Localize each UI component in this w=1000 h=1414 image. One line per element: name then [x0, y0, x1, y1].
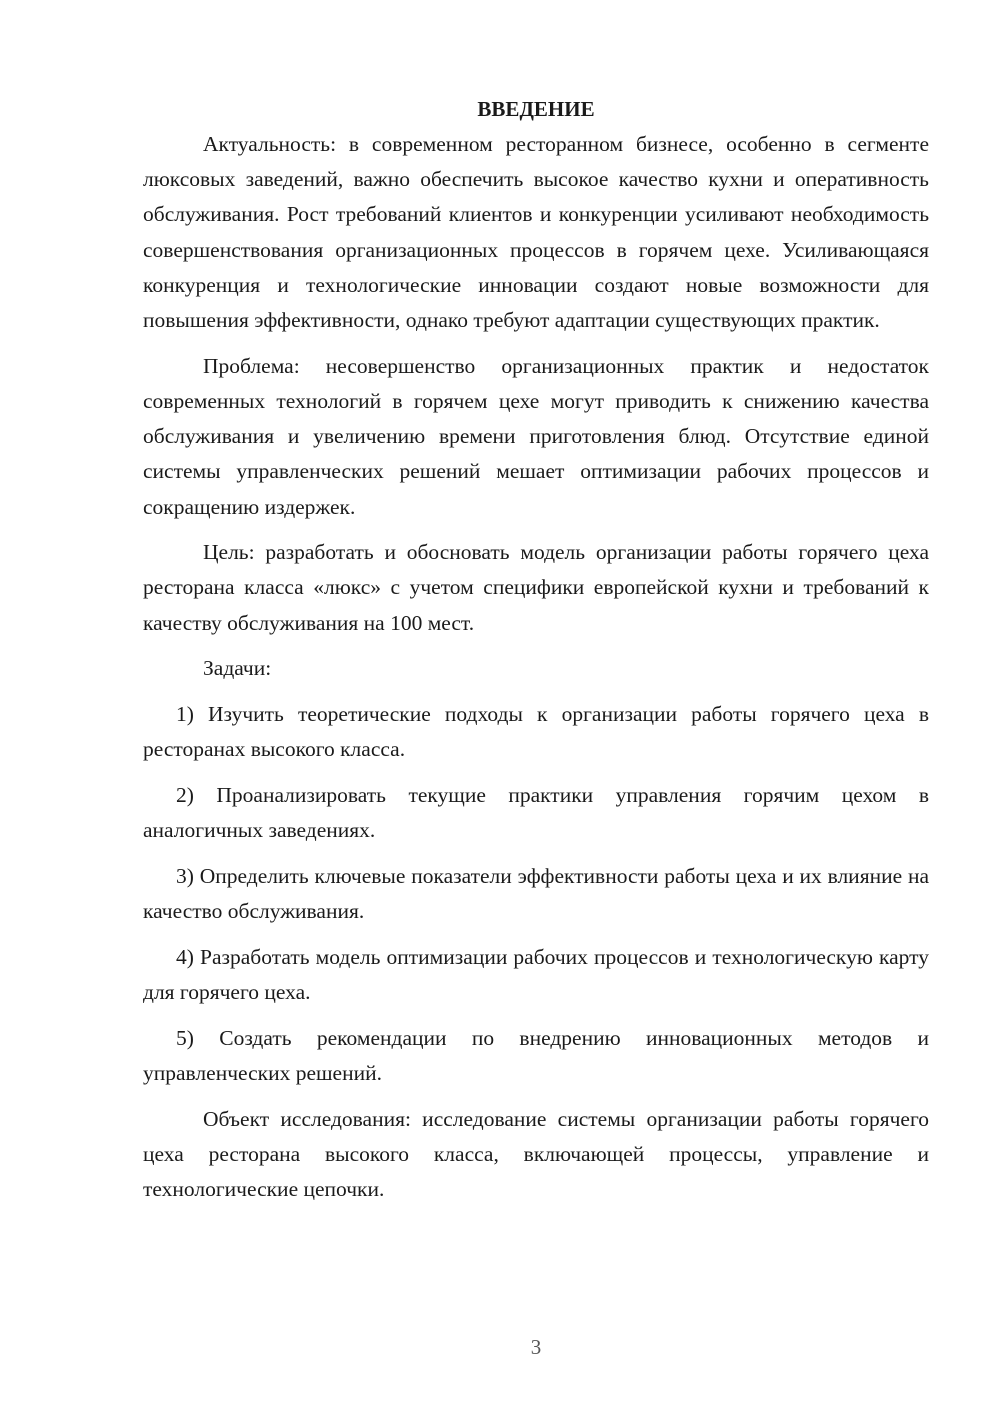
- problem-paragraph: Проблема: несовершенство организационных практик и недостаток современных технологий в горячем цехе могут приводить к снижению качества обслуживания и увеличению времени приготовления блюд. Отсутствие единой системы управленческих решений мешает оптимизации рабочих процессов и сокращению издержек.: [143, 353, 929, 519]
- task-item-3: 3) Определить ключевые показатели эффективности работы цеха и их влияние на качество обслуживания.: [143, 863, 929, 924]
- task-item-5: 5) Создать рекомендации по внедрению инновационных методов и управленческих решений.: [143, 1025, 929, 1085]
- section-title: ВВЕДЕНИЕ: [477, 97, 595, 121]
- relevance-paragraph: Актуальность: в современном ресторанном бизнесе, особенно в сегменте люксовых заведений, важно обеспечить высокое качество кухни и оперативность обслуживания. Рост требований клиентов и конкуренции усиливают необходимость совершенствования организационных процессов в горячем цехе. Усиливающаяся конкуренция и технологические инновации создают новые возможности для повышения эффективности, однако требуют адаптации существующих практик.: [143, 132, 929, 333]
- object-paragraph: Объект исследования: исследование системы организации работы горячего цеха ресторана высокого класса, включающей процессы, управление и технологические цепочки.: [143, 1106, 929, 1201]
- document-page: [143, 92, 929, 1218]
- task-item-2: 2) Проанализировать текущие практики управления горячим цехом в аналогичных заведениях.: [143, 782, 929, 843]
- goal-paragraph: Цель: разработать и обосновать модель организации работы горячего цеха ресторана класса «люкс» с учетом специфики европейской кухни и требований к качеству обслуживания на 100 мест.: [143, 540, 929, 635]
- page-number: 3: [530, 1335, 542, 1359]
- tasks-heading: Задачи:: [203, 656, 272, 681]
- task-item-1: 1) Изучить теоретические подходы к организации работы горячего цеха в ресторанах высокого класса.: [143, 702, 929, 762]
- task-item-4: 4) Разработать модель оптимизации рабочих процессов и технологическую карту для горячего цеха.: [143, 944, 929, 1004]
